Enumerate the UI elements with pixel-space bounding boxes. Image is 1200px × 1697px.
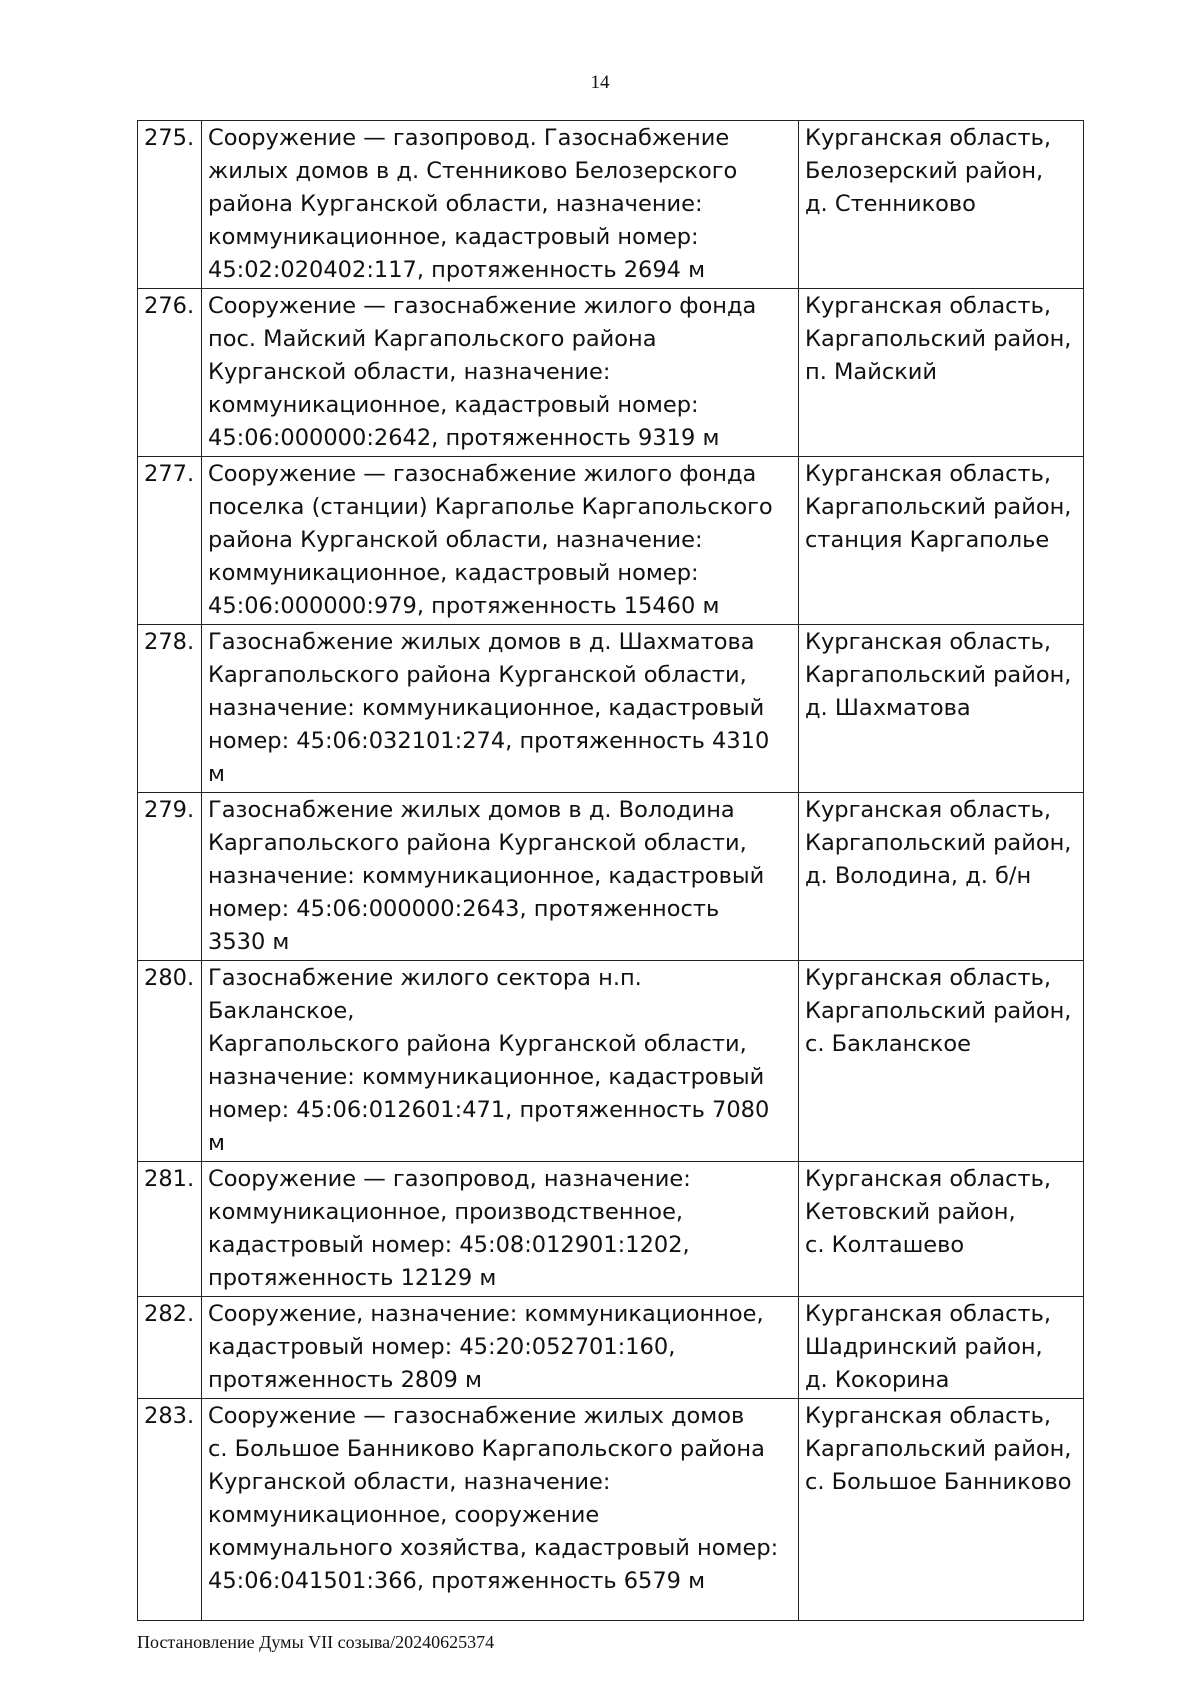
object-address	[799, 961, 1084, 1162]
object-description	[202, 1399, 799, 1621]
address-line: д. Стенниково	[805, 191, 976, 217]
document-footer: Постановление Думы VII созыва/20240625374	[137, 1632, 495, 1652]
description-line: Сооружение — газопровод. Газоснабжение	[208, 125, 730, 151]
description-line: Сооружение — газоснабжение жилых домов	[208, 1403, 745, 1429]
address-line: Курганская область,	[805, 797, 1052, 823]
description-line: кадастровый номер: 45:08:012901:1202,	[208, 1232, 690, 1258]
table-row	[138, 121, 1084, 289]
description-line: Сооружение, назначение: коммуникационное,	[208, 1301, 764, 1327]
address-line: с. Большое Банниково	[805, 1469, 1072, 1495]
address-line: Курганская область,	[805, 125, 1052, 151]
description-line: жилых домов в д. Стенниково Белозерского	[208, 158, 738, 184]
description-line: кадастровый номер: 45:20:052701:160,	[208, 1334, 676, 1360]
row-number: 281.	[138, 1162, 202, 1297]
object-description	[202, 1162, 799, 1297]
description-line: номер: 45:06:012601:471, протяженность 7080 м	[208, 1097, 770, 1156]
object-address	[799, 289, 1084, 457]
description-line: Газоснабжение жилого сектора н.п. Бакланское,	[208, 965, 642, 1024]
object-description	[202, 961, 799, 1162]
object-address	[799, 625, 1084, 793]
table-row	[138, 457, 1084, 625]
address-line: Каргапольский район,	[805, 326, 1072, 352]
address-line: Шадринский район,	[805, 1334, 1043, 1360]
address-line: Курганская область,	[805, 1301, 1052, 1327]
description-line: 45:06:000000:979, протяженность 15460 м	[208, 593, 720, 619]
table-row	[138, 625, 1084, 793]
description-line: протяженность 2809 м	[208, 1367, 482, 1393]
address-line: станция Каргаполье	[805, 527, 1050, 553]
object-description	[202, 457, 799, 625]
object-address	[799, 793, 1084, 961]
address-line: Каргапольский район,	[805, 998, 1072, 1024]
object-description	[202, 1297, 799, 1399]
page-number: 14	[590, 72, 610, 93]
row-number: 282.	[138, 1297, 202, 1399]
address-line: Курганская область,	[805, 461, 1052, 487]
address-line: Курганская область,	[805, 629, 1052, 655]
object-description	[202, 625, 799, 793]
row-number: 279.	[138, 793, 202, 961]
address-line: д. Володина, д. б/н	[805, 863, 1032, 889]
table-row	[138, 961, 1084, 1162]
description-line: с. Большое Банниково Каргапольского района	[208, 1436, 765, 1462]
description-line: коммуникационное, кадастровый номер:	[208, 224, 699, 250]
description-line: Газоснабжение жилых домов в д. Володина	[208, 797, 735, 823]
row-number: 278.	[138, 625, 202, 793]
address-line: Каргапольский район,	[805, 662, 1072, 688]
description-line: Курганской области, назначение:	[208, 359, 611, 385]
address-line: д. Кокорина	[805, 1367, 950, 1393]
object-address	[799, 1162, 1084, 1297]
address-line: с. Бакланское	[805, 1031, 971, 1057]
description-line: поселка (станции) Каргаполье Каргапольского	[208, 494, 773, 520]
description-line: коммуникационное, сооружение	[208, 1502, 600, 1528]
table-row	[138, 1162, 1084, 1297]
row-number: 275.	[138, 121, 202, 289]
table-row	[138, 793, 1084, 961]
description-line: 45:06:041501:366, протяженность 6579 м	[208, 1568, 706, 1594]
property-table	[137, 120, 1084, 1621]
description-line: Сооружение — газоснабжение жилого фонда	[208, 293, 757, 319]
object-address	[799, 121, 1084, 289]
table-body	[138, 121, 1084, 1621]
description-line: Газоснабжение жилых домов в д. Шахматова	[208, 629, 755, 655]
description-line: назначение: коммуникационное, кадастровый	[208, 863, 765, 889]
description-line: района Курганской области, назначение:	[208, 527, 703, 553]
description-line: номер: 45:06:032101:274, протяженность 4310 м	[208, 728, 770, 787]
description-line: коммунального хозяйства, кадастровый номер:	[208, 1535, 779, 1561]
address-line: Каргапольский район,	[805, 494, 1072, 520]
object-description	[202, 793, 799, 961]
table-row	[138, 1399, 1084, 1621]
description-line: 3530 м	[208, 929, 290, 955]
table-row	[138, 289, 1084, 457]
description-line: протяженность 12129 м	[208, 1265, 497, 1291]
description-line: Каргапольского района Курганской области,	[208, 830, 747, 856]
description-line: Сооружение — газопровод, назначение:	[208, 1166, 691, 1192]
description-line: коммуникационное, кадастровый номер:	[208, 392, 699, 418]
address-line: Курганская область,	[805, 1166, 1052, 1192]
address-line: Белозерский район,	[805, 158, 1044, 184]
description-line: 45:06:000000:2642, протяженность 9319 м	[208, 425, 720, 451]
row-number: 277.	[138, 457, 202, 625]
description-line: Каргапольского района Курганской области,	[208, 1031, 747, 1057]
description-line: Курганской области, назначение:	[208, 1469, 611, 1495]
description-line: района Курганской области, назначение:	[208, 191, 703, 217]
description-line: Каргапольского района Курганской области,	[208, 662, 747, 688]
table-row	[138, 1297, 1084, 1399]
address-line: Курганская область,	[805, 1403, 1052, 1429]
address-line: п. Майский	[805, 359, 938, 385]
row-number: 280.	[138, 961, 202, 1162]
address-line: Курганская область,	[805, 965, 1052, 991]
address-line: д. Шахматова	[805, 695, 971, 721]
description-line: 45:02:020402:117, протяженность 2694 м	[208, 257, 706, 283]
description-line: коммуникационное, производственное,	[208, 1199, 684, 1225]
address-line: Каргапольский район,	[805, 1436, 1072, 1462]
object-description	[202, 121, 799, 289]
address-line: Каргапольский район,	[805, 830, 1072, 856]
object-description	[202, 289, 799, 457]
address-line: Кетовский район,	[805, 1199, 1016, 1225]
description-line: номер: 45:06:000000:2643, протяженность	[208, 896, 720, 922]
address-line: с. Колташево	[805, 1232, 965, 1258]
description-line: Сооружение — газоснабжение жилого фонда	[208, 461, 757, 487]
object-address	[799, 1399, 1084, 1621]
row-number: 283.	[138, 1399, 202, 1621]
row-number: 276.	[138, 289, 202, 457]
description-line: назначение: коммуникационное, кадастровый	[208, 1064, 765, 1090]
object-address	[799, 1297, 1084, 1399]
address-line: Курганская область,	[805, 293, 1052, 319]
description-line: коммуникационное, кадастровый номер:	[208, 560, 699, 586]
object-address	[799, 457, 1084, 625]
description-line: пос. Майский Каргапольского района	[208, 326, 657, 352]
description-line: назначение: коммуникационное, кадастровый	[208, 695, 765, 721]
